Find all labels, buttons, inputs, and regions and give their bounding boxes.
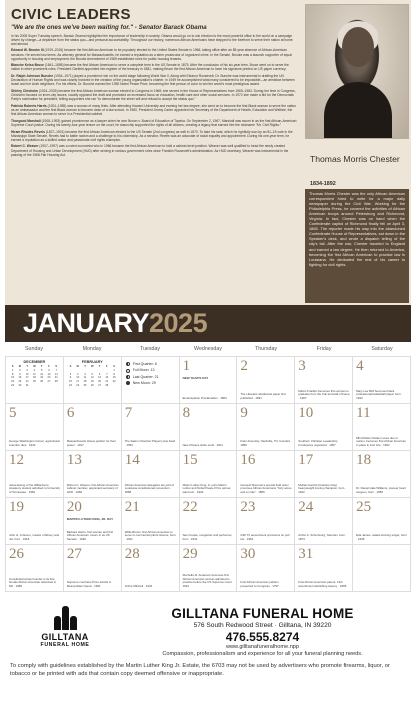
day-number: 19 bbox=[9, 499, 24, 515]
moon-phase-row bbox=[126, 380, 175, 386]
mini-calendar-day: 25 bbox=[83, 383, 87, 387]
day-cell bbox=[295, 357, 353, 404]
day-number: 12 bbox=[9, 452, 24, 468]
bio-text: Thomas Morris Chester was the only African American correspondent hired to write for a major daily newspaper during the Civil War. Working for the Philadelphia Press, he covered the activities of African American troops around Petersburg and Richmond, Virginia. In fact, Chester was on hand when the Confederate capitol of Richmond finally fell on April 3, 1865. The reporter made his way into the abandoned Confederate House of Representatives, sat down in the Speaker's desk, and wrote a dispatch telling of the city's fall. After the war, Chester traveled to England and earned a law degree. He then returned to America, becoming the first African American to practice law in Louisiana. He dedicated the rest of his career to fighting for civil rights. bbox=[305, 189, 409, 303]
day-number: 27 bbox=[66, 546, 82, 562]
portrait-coat bbox=[324, 82, 392, 138]
day-number: 8 bbox=[182, 405, 191, 421]
mini-calendar-day: 8 bbox=[113, 372, 115, 376]
day-number: 24 bbox=[298, 499, 314, 515]
day-number: 9 bbox=[240, 405, 248, 421]
day-note: General Sherman's special field order promises African Americans "forty acres and a mule" · 1865 bbox=[240, 482, 292, 494]
moon-new-icon bbox=[126, 381, 130, 385]
weekday-saturday: Saturday bbox=[371, 346, 393, 352]
mini-calendar-day: 21 bbox=[54, 376, 58, 380]
day-note: Fisk University, Nashville, TN, founded · 1866 bbox=[240, 439, 292, 447]
day-cell bbox=[353, 357, 411, 404]
day-number: 6 bbox=[66, 405, 75, 421]
day-note: Arthur A. Schomburg, historian, born · 1874 bbox=[298, 533, 347, 541]
holiday-label: MARTIN LUTHER KING, JR. DAY bbox=[66, 517, 114, 521]
day-cell bbox=[122, 451, 180, 498]
mini-calendar-day: 5 bbox=[40, 368, 43, 372]
day-note: George Washington Carver, agricultural scientist, dies · 1943 bbox=[9, 439, 60, 447]
moon-phase-label: Full Moon: 13 bbox=[132, 368, 155, 373]
civic-paragraph-lead: Dr. Ralph Johnson Bunche bbox=[11, 74, 54, 79]
day-number: 13 bbox=[66, 452, 82, 468]
civic-paragraph-lead: Shirley Chisholm bbox=[11, 89, 38, 93]
mini-calendar-day: 27 bbox=[98, 383, 101, 387]
day-note: Martin Luther King, Jr. joins Martin Luther and Nobel Peace Prize winner, was born · 1929 bbox=[182, 482, 232, 494]
mini-calendar-day: 8 bbox=[11, 372, 14, 376]
day-note: Muhammad Ali (Cassius Clay) heavyweight boxing champion, born · 1942 bbox=[298, 482, 347, 494]
day-note: John H. Johnson, creator of Ebony and Jet, born · 1918 bbox=[9, 533, 60, 541]
mini-calendar-day: 1 bbox=[11, 368, 14, 372]
weekday-wednesday: Wednesday bbox=[194, 346, 222, 352]
mini-calendar-day: 20 bbox=[47, 376, 51, 380]
empty-day-cell bbox=[353, 545, 411, 592]
day-cell bbox=[64, 545, 122, 592]
month-banner bbox=[5, 305, 411, 342]
mini-calendar-head: S bbox=[55, 365, 58, 368]
mini-calendar-head: T bbox=[84, 365, 86, 368]
moon-phases bbox=[122, 357, 180, 404]
logo-mark-icon bbox=[52, 604, 78, 630]
day-note: Etta James, award-winning singer, born · 1938 bbox=[356, 533, 407, 541]
moon-half-icon bbox=[126, 362, 130, 366]
day-cell bbox=[237, 498, 295, 545]
funeral-home-name: GILLTANA FUNERAL HOME bbox=[171, 606, 354, 621]
day-number: 5 bbox=[9, 405, 17, 421]
day-cell bbox=[122, 545, 180, 592]
mini-calendar-head: S bbox=[69, 365, 72, 368]
day-number: 29 bbox=[182, 546, 198, 562]
mini-calendar-head: T bbox=[98, 365, 101, 368]
day-note: Supreme courtrans Price admits in Metropolitan Opera · 1961 bbox=[66, 580, 112, 588]
mini-calendar-day: 4 bbox=[84, 372, 86, 376]
day-cell bbox=[295, 451, 353, 498]
day-note: Southern Christian Leadership Conference organized · 1957 bbox=[298, 439, 338, 447]
day-cell bbox=[237, 357, 295, 404]
civic-paragraph-text: In his 2008 Super Tuesday speech, Barack Obama highlighted the importance of leadership in society. Obama would go on to win election to the most powerful office in the world on a campaign driven by change—a departure from the status quo—and personal accountability. Throughout our history, numerous African Americans have stepped to the forefront to serve their nation at home and abroad. bbox=[11, 33, 293, 46]
civic-paragraph-lead: Patricia Roberts Harris bbox=[11, 103, 47, 108]
day-number: 11 bbox=[356, 405, 371, 421]
civic-paragraph bbox=[11, 34, 297, 46]
day-note: First African American petition presented to Congress · 1797 bbox=[240, 580, 279, 588]
day-cell bbox=[6, 404, 64, 451]
bio-years: 1834-1892 bbox=[310, 181, 336, 187]
logo-line1: GILLTANA bbox=[41, 632, 89, 642]
day-cell bbox=[180, 545, 238, 592]
moon-full-icon bbox=[126, 369, 130, 373]
mini-calendar-day: 12 bbox=[90, 376, 94, 380]
funeral-home-phone[interactable]: 476.555.8274 bbox=[225, 630, 300, 644]
funeral-home-info bbox=[120, 606, 405, 657]
day-number: 31 bbox=[298, 546, 314, 562]
mini-calendar-day: 6 bbox=[98, 372, 101, 376]
civic-leaders-article bbox=[5, 0, 303, 305]
disclaimer: To comply with guidelines established by the Martin Luther King Jr. Estate, the 6703 may not be used by advertisers who promote firearms, liquor, or tobacco or be printed with ads that contain copy deemed offensive or inappropriate. bbox=[10, 663, 390, 677]
mini-calendar-day: 7 bbox=[55, 368, 57, 372]
mini-calendar-day: 3 bbox=[77, 372, 79, 376]
mini-calendar-day: 24 bbox=[25, 380, 29, 384]
mini-calendar-day: 28 bbox=[105, 383, 109, 387]
banner-month: JANUARY bbox=[23, 308, 150, 338]
mini-calendar-head: F bbox=[106, 365, 108, 368]
day-number: 30 bbox=[240, 546, 256, 562]
civic-paragraph bbox=[11, 89, 297, 101]
moon-phase-label: Last Quarter: 21 bbox=[132, 374, 159, 379]
civic-paragraph-lead: Edward W. Brooke III bbox=[11, 48, 44, 53]
day-number: 2 bbox=[240, 358, 248, 374]
day-number: 26 bbox=[9, 546, 24, 562]
day-note: Willie Brown, first African American to serve in commercial pilot's license, born · 1911 bbox=[124, 529, 176, 541]
mini-calendar-day: 18 bbox=[32, 376, 36, 380]
mini-calendar-day: 30 bbox=[18, 383, 22, 387]
mini-calendar-head: T bbox=[26, 365, 28, 368]
mini-calendar-february bbox=[64, 357, 122, 404]
mini-calendar-day: 14 bbox=[105, 376, 109, 380]
bio-name: Thomas Morris Chester bbox=[310, 154, 400, 164]
mini-calendar-day: 9 bbox=[19, 372, 21, 376]
mini-calendar-day: 22 bbox=[11, 380, 15, 384]
weekday-sunday: Sunday bbox=[25, 346, 43, 352]
mini-calendar-day: 31 bbox=[25, 383, 29, 387]
day-note: Arthur Mitchell · 1934 bbox=[124, 583, 153, 588]
mini-calendar-day: 13 bbox=[47, 372, 51, 376]
day-note: Dr. Daniel Hale Williams, pioneer heart surgeon, born · 1856 bbox=[356, 486, 406, 494]
day-cell bbox=[295, 404, 353, 451]
day-number: 23 bbox=[240, 499, 256, 515]
mini-calendar-days bbox=[9, 369, 60, 388]
banner-year: 2025 bbox=[149, 308, 208, 338]
day-cell bbox=[237, 545, 295, 592]
day-note: 24th Th amendment provisions on poll tax · 1964 bbox=[240, 533, 290, 541]
weekday-monday: Monday bbox=[82, 346, 102, 352]
day-note: Massachusetts slaves petition for their power · 1917 bbox=[66, 439, 116, 447]
mini-calendar-day: 17 bbox=[25, 376, 29, 380]
weekday-tuesday: Tuesday bbox=[139, 346, 161, 352]
day-note: Martin Franklin becomes first woman to graduate from the Kuk and Hall of Fame · 1967 bbox=[298, 388, 350, 400]
mini-calendar-head: S bbox=[113, 365, 115, 368]
day-number: 18 bbox=[356, 452, 372, 468]
day-cell bbox=[237, 451, 295, 498]
civic-leaders-quote: "We are the ones we've been waiting for." - Senator Barack Obama bbox=[11, 24, 207, 31]
day-note: New Orleans strike ends · 1811 bbox=[182, 442, 223, 447]
civic-paragraph-text: (1919–2015) became the first African American to be popularly elected to the United States Senate in 1966, taking office after an 85-year absence of African-American senators. He served two terms. As attorney general for Massachusetts, he earned a reputation as a stern prosecutor of organized crime. In the Senate, Brooke was a staunch supporter of equal opportunity in housing and employment; the Brooke Amendment of 1969 established rules for public housing tenants. bbox=[11, 48, 292, 61]
day-cell bbox=[180, 498, 238, 545]
mini-calendar-head: M bbox=[76, 365, 79, 368]
mini-calendar-day: 26 bbox=[40, 380, 44, 384]
day-cell bbox=[295, 545, 353, 592]
mini-calendar-day: 27 bbox=[47, 380, 51, 384]
mini-calendar-day: 24 bbox=[76, 383, 80, 387]
mini-calendar-head: F bbox=[48, 365, 50, 368]
day-note: MD Alf Ette Clarke moves due to racism, becomes first African American in place in Fort Life · 1962 bbox=[356, 435, 406, 447]
weekday-header bbox=[5, 346, 411, 356]
mini-calendar-title: FEBRUARY bbox=[81, 360, 103, 364]
moon-phase-label: New Moon: 29 bbox=[132, 381, 156, 386]
civic-paragraph-lead: Robert C. Weaver bbox=[11, 144, 39, 149]
mini-calendar-day: 14 bbox=[54, 372, 58, 376]
mini-calendar-day: 26 bbox=[90, 383, 94, 387]
weekday-friday: Friday bbox=[316, 346, 332, 352]
funeral-home-logo bbox=[33, 604, 97, 652]
day-number: 17 bbox=[298, 452, 314, 468]
civic-paragraph bbox=[11, 74, 297, 86]
mini-calendar-day: 10 bbox=[76, 376, 80, 380]
day-number: 14 bbox=[124, 452, 140, 468]
day-note: Rochelle M. Anderson becomes first African American woman admitted to practice before the US Supreme Court · 1934 bbox=[182, 573, 234, 588]
mini-calendar-day: 15 bbox=[112, 376, 116, 380]
day-number: 20 bbox=[66, 499, 82, 515]
day-number: 28 bbox=[124, 546, 140, 562]
civic-paragraph-lead: Hiram Rhodes Revels bbox=[11, 129, 45, 134]
day-cell bbox=[180, 357, 238, 404]
mini-calendar-head: W bbox=[91, 365, 94, 368]
civic-paragraph-text: (1908–1993) gained prominence as a lawyer when he won Brown v. Board of Education of Topeka. On September 2, 1967, Marshall was sworn in as the first African-American Supreme Court justice. During his twenty-four-year tenure on the court, he staunchly supported the rights of all citizens, creating a legacy that earned him the nickname "Mr. Civil Rights." bbox=[11, 118, 297, 127]
mini-calendar-head: T bbox=[40, 365, 43, 368]
day-cell bbox=[6, 498, 64, 545]
day-number: 3 bbox=[298, 358, 306, 374]
day-number: 16 bbox=[240, 452, 256, 468]
day-note: The Salem Chamber Players plus band · 1953 bbox=[124, 439, 176, 447]
civic-paragraph-text: (1827–1901) became the first African American elected to the US Senate (2nd congress) as well in 1870. To take his seat, which he rightfully won by an 81–15 vote in the Mississippi State Senate, Revels had to battle racism and a challenge to his citizenship. As a senator, Revels was an advocate of racial equality and appointment. During his one-year term, he earned a reputation as a skilled orator and passionate civil rights champion. bbox=[11, 129, 293, 142]
civic-paragraph-text: (1907–1997) was a noted economist who in 1966 became the first African American to hold a cabinet-level position. Weaver was well qualified to head the newly created Department of Housing and Urban Development (HUD) after serving in various government roles since Franklin Roosevelt's administration. As HUD secretary, Weaver was instrumental in the passing of the 1968 Fair Housing Act. bbox=[11, 144, 289, 157]
logo-line2: FUNERAL HOME bbox=[40, 642, 90, 648]
day-number: 7 bbox=[124, 405, 133, 421]
mini-calendar-day: 2 bbox=[19, 368, 21, 372]
day-number: 4 bbox=[356, 358, 364, 374]
mini-calendar-day: 29 bbox=[11, 383, 15, 387]
mini-calendar-day: 17 bbox=[76, 380, 80, 384]
day-cell bbox=[64, 451, 122, 498]
mini-calendar-day: 4 bbox=[33, 368, 36, 372]
mini-calendar-day: 25 bbox=[32, 380, 36, 384]
day-cell bbox=[353, 404, 411, 451]
mini-calendar-day: 7 bbox=[106, 372, 108, 376]
civic-paragraph bbox=[11, 63, 297, 71]
civic-paragraph-text: (1924–1985) was a woman of many firsts. After attending Howard University and earning her law degree, she went on to become the first Black woman to serve the nation as an ambassador and the first Black woman to become dean of a law school. In 1980, President Jimmy Carter appointed her Secretary of the Department of Health, Education and Welfare, the first African American woman to serve in a Presidential cabinet. bbox=[11, 103, 296, 117]
day-cell bbox=[295, 498, 353, 545]
civic-leaders-title: CIVIC LEADERS bbox=[11, 6, 131, 23]
mini-calendar-day: 2 bbox=[69, 372, 72, 376]
funeral-home-tagline: Compassion, professionalism and experience for all your funeral planning needs. bbox=[162, 651, 363, 657]
day-cell bbox=[180, 404, 238, 451]
day-number: 21 bbox=[124, 499, 140, 515]
weekday-thursday: Thursday bbox=[254, 346, 278, 352]
funeral-home-address: 576 South Redwood Street · Gilltana, IN 39220 bbox=[193, 622, 332, 629]
mini-calendar-day: 15 bbox=[11, 376, 15, 380]
day-cell bbox=[6, 451, 64, 498]
day-note: Robert C. Weaver, first African American cabinet member, appointed secretary of HUD · 1966 bbox=[66, 482, 119, 494]
mini-calendar-day: 11 bbox=[33, 372, 36, 376]
mini-calendar-day: 18 bbox=[83, 380, 87, 384]
day-number: 10 bbox=[298, 405, 314, 421]
civic-paragraph-text: (1841–1898) became the first African American to serve a complete term in the US Senate in 1875. After the conclusion of his six-year term, Bruce went on to serve the nation in other prominent roles. President Garfield appointed him register of the treasury in 1881, making Bruce the first African American to have his signature printed on US paper currency. bbox=[11, 63, 289, 72]
day-cell bbox=[237, 404, 295, 451]
mini-calendar-day: 5 bbox=[91, 372, 93, 376]
mini-calendar-head: W bbox=[33, 365, 36, 368]
day-note: Sam Cooke, songwriter and performer, born · 1931 bbox=[182, 533, 233, 541]
civic-paragraph bbox=[11, 130, 297, 142]
day-cell bbox=[353, 451, 411, 498]
day-number: 15 bbox=[182, 452, 198, 468]
moon-half-icon bbox=[126, 375, 130, 379]
day-note: Mary Lee Bird becomes black professional basketball player born · 1934 bbox=[356, 388, 403, 400]
mini-calendar-day: 22 bbox=[112, 380, 116, 384]
calendar-grid bbox=[5, 356, 411, 592]
day-cell bbox=[122, 404, 180, 451]
civic-paragraph bbox=[11, 119, 297, 127]
portrait-head bbox=[342, 27, 374, 67]
mini-calendar-day: 6 bbox=[48, 368, 50, 372]
advertiser-footer bbox=[5, 594, 411, 658]
day-note: The Liberator abolitionist paper first published · 1831 bbox=[240, 392, 286, 400]
thomas-chester-portrait bbox=[305, 4, 409, 139]
day-note: Barbara Harris, first woman and first African American, sworn in as US Senator · 1992 bbox=[66, 529, 114, 541]
mini-calendar-day: 1 bbox=[113, 368, 115, 372]
mini-calendar-day: 16 bbox=[69, 380, 72, 384]
mini-calendar-day: 10 bbox=[25, 372, 29, 376]
mini-calendar-days bbox=[67, 369, 118, 388]
mini-calendar-day: 23 bbox=[69, 383, 72, 387]
civic-paragraph-lead: Thurgood Marshall bbox=[11, 118, 41, 123]
day-cell bbox=[122, 498, 180, 545]
mini-calendar-day: 23 bbox=[18, 380, 22, 384]
day-cell bbox=[180, 451, 238, 498]
mini-calendar-december bbox=[6, 357, 64, 404]
mini-calendar-day: 20 bbox=[98, 380, 101, 384]
mini-calendar-day: 16 bbox=[18, 376, 22, 380]
mini-calendar-day: 21 bbox=[105, 380, 109, 384]
mini-calendar-day: 3 bbox=[26, 368, 28, 372]
civic-paragraph-text: (1924–2005) became the first African American woman elected to Congress in 1968; she served in the House of Representatives from 1969–1983. During her time in Congress, Chisholm focused on inner-city issues, vocally opposed the draft and promoted an increased focus on education, health care and other social services. In 1972 she made a bid for the Democratic Party's nomination for president, telling supporters she ran "to demonstrate the sheer will and refusal to accept the status quo." bbox=[11, 89, 296, 102]
civic-paragraph-text: (1904–1971) played a prominent role on the world stage following World War II. Along with Eleanor Roosevelt, Dr. Bunche was instrumental in drafting the UN Declaration of Human Rights and was closely involved in the creation of the young organization's charter. In 1949 he accomplished what many considered to be impossible—an armistice between Israel and her Arab neighbors. For his efforts, Dr. Bunche earned the 1950 Nobel Peace Prize, becoming the first person of color to win the world's most prestigious award. bbox=[11, 74, 295, 87]
day-cell bbox=[64, 498, 122, 545]
day-note: First African American patent, 13th amendment abolishing slavery · 1865 bbox=[298, 580, 347, 588]
day-note: African American delegates are part of Louisiana constitutional convention · 1868 bbox=[124, 482, 174, 494]
day-number: 25 bbox=[356, 499, 372, 515]
day-cell bbox=[6, 545, 64, 592]
civic-paragraph bbox=[11, 144, 297, 156]
funeral-home-website[interactable]: www.gilltanafuneralhome.npp bbox=[225, 644, 300, 650]
civic-paragraph-lead: Blanche Kelso Bruce bbox=[11, 63, 44, 68]
mini-calendar-day: 12 bbox=[40, 372, 44, 376]
mini-calendar-day: 19 bbox=[40, 376, 44, 380]
mini-calendar-day: 19 bbox=[90, 380, 94, 384]
day-cell bbox=[64, 404, 122, 451]
day-cell bbox=[353, 498, 411, 545]
day-note: Jesse Ewing of the Wilberforce Academy student admitted to University of Tennessee · 1962 bbox=[9, 482, 60, 494]
day-note: Constitutional law founder in its first female African American associate in Md · 1989 bbox=[9, 576, 57, 588]
mini-calendar-head: S bbox=[11, 365, 14, 368]
day-number: 1 bbox=[182, 358, 191, 374]
civic-paragraph bbox=[11, 48, 297, 60]
day-number: 22 bbox=[182, 499, 198, 515]
mini-calendar-head: M bbox=[18, 365, 21, 368]
mini-calendar-day: 28 bbox=[54, 380, 58, 384]
holiday-label: NEW YEAR'S DAY bbox=[182, 376, 209, 380]
civic-leaders-paragraphs bbox=[11, 34, 297, 157]
mini-calendar-day: 9 bbox=[69, 376, 72, 380]
moon-phase-label: First Quarter: 6 bbox=[132, 362, 157, 366]
day-note: Emancipation Proclamation · 1863 bbox=[182, 395, 227, 400]
civic-paragraph bbox=[11, 104, 297, 116]
mini-calendar-day: 11 bbox=[83, 376, 87, 380]
mini-calendar-day: 13 bbox=[98, 376, 101, 380]
mini-calendar-title: DECEMBER bbox=[23, 360, 46, 364]
